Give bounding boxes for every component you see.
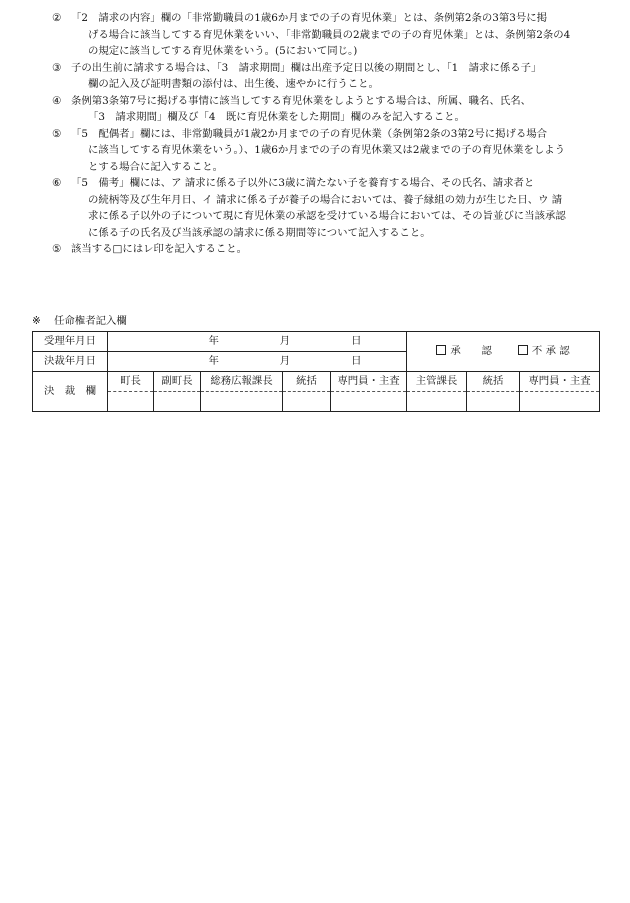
seal-cell[interactable]: [283, 392, 331, 412]
year-label: 年: [208, 355, 219, 368]
note-item: [52, 10, 602, 60]
note-line: の続柄等及び生年月日、イ 請求に係る子が養子の場合においては、養子縁組の効力が生じた日、ウ 請: [88, 193, 563, 206]
seal-cell[interactable]: [331, 392, 407, 412]
month-label: 月: [279, 355, 291, 368]
checkbox-icon[interactable]: [436, 345, 446, 355]
note-line: 欄の記入及び証明書類の添付は、出生後、速やかに行うこと。: [88, 78, 379, 90]
note-item: [52, 60, 602, 93]
day-label: 日: [351, 355, 362, 368]
note-line: げる場合に該当してする育児休業をいい、「非常勤職員の2歳までの子の育児休業」とは、条例第2条の4: [88, 28, 571, 41]
note-line: とする場合に記入すること。: [88, 160, 224, 173]
role-header: 統括: [283, 372, 331, 392]
role-header: 主管課長: [407, 372, 467, 392]
note-line: 該当する□にはレ印を記入すること。: [71, 243, 248, 255]
role-header: 町長: [108, 372, 154, 392]
month-label: 月: [279, 335, 291, 348]
receipt-date-label: 受理年月日: [33, 332, 108, 352]
seal-cell[interactable]: [154, 392, 201, 412]
note-line: 求に係る子以外の子について現に育児休業の承認を受けている場合においては、その旨並びに当該承認: [88, 210, 566, 222]
appointer-table: [32, 331, 600, 412]
receipt-row: [33, 332, 600, 352]
note-item: [52, 175, 602, 241]
kessai-label: 決 裁 欄: [33, 372, 108, 412]
note-line: 「3 請求期間」欄及び「4 既に育児休業をした期間」欄のみを記入すること。: [88, 111, 465, 123]
note-line: 「5 配偶者」欄には、非常勤職員が1歳2か月までの子の育児休業（条例第2条の3第2号に掲げる場合: [71, 127, 548, 140]
section-title-text: 任命権者記入欄: [54, 315, 127, 327]
note-number: ②: [52, 12, 62, 24]
note-number: ⑤: [52, 127, 62, 140]
seal-cell[interactable]: [201, 392, 283, 412]
approve-label: 承 認: [450, 345, 492, 358]
checkbox-icon[interactable]: [518, 345, 528, 355]
note-line: 「5 備考」欄には、ア 請求に係る子以外に3歳に満たない子を養育する場合、その氏名、請求者と: [71, 177, 535, 189]
decision-date-field[interactable]: [108, 352, 407, 372]
seal-cell[interactable]: [520, 392, 600, 412]
role-header: 専門員・主査: [331, 372, 407, 392]
role-header: 副町長: [154, 372, 201, 392]
disapprove-option[interactable]: [518, 343, 570, 360]
decision-date-label: 決裁年月日: [33, 352, 108, 372]
role-header-row: [33, 372, 600, 392]
seal-cell[interactable]: [467, 392, 520, 412]
seal-row: [33, 392, 600, 412]
note-item: [52, 241, 602, 258]
note-line: の規定に該当してする育児休業をいう。(5において同じ。): [88, 45, 358, 57]
year-label: 年: [208, 335, 219, 348]
note-line: 条例第3条第7号に掲げる事情に該当してする育児休業をしようとする場合は、所属、職名、氏名、: [71, 94, 532, 107]
note-line: に該当してする育児休業をいう。）、1歳6か月までの子の育児休業又は2歳までの子の育児休業をしよう: [88, 144, 566, 156]
note-item: [52, 126, 602, 176]
note-line: 「2 請求の内容」欄の「非常勤職員の1歳6か月までの子の育児休業」とは、条例第2条の3第3号に掲: [71, 12, 548, 24]
note-line: に係る子の氏名及び当該承認の請求に係る期間等について記入すること。: [88, 226, 431, 239]
note-item: [52, 93, 602, 126]
seal-cell[interactable]: [407, 392, 467, 412]
seal-cell[interactable]: [108, 392, 154, 412]
day-label: 日: [351, 335, 362, 348]
note-line: 子の出生前に請求する場合は、「3 請求期間」欄は出産予定日以後の期間とし、「1 請求に係る子」: [71, 61, 542, 74]
role-header: 統括: [467, 372, 520, 392]
note-number: ④: [52, 94, 62, 107]
receipt-date-field[interactable]: [108, 332, 407, 352]
role-header: 専門員・主査: [520, 372, 600, 392]
section-mark: ※: [32, 315, 41, 327]
role-header: 総務広報課長: [201, 372, 283, 392]
note-number: ⑥: [52, 177, 62, 189]
disapprove-label: 不 承 認: [531, 345, 570, 358]
approve-option[interactable]: [436, 343, 492, 360]
section-title: [32, 313, 127, 330]
note-number: ⑤: [52, 243, 62, 255]
note-number: ③: [52, 61, 62, 74]
approval-cell: [407, 332, 600, 372]
notes-list: [52, 10, 602, 258]
